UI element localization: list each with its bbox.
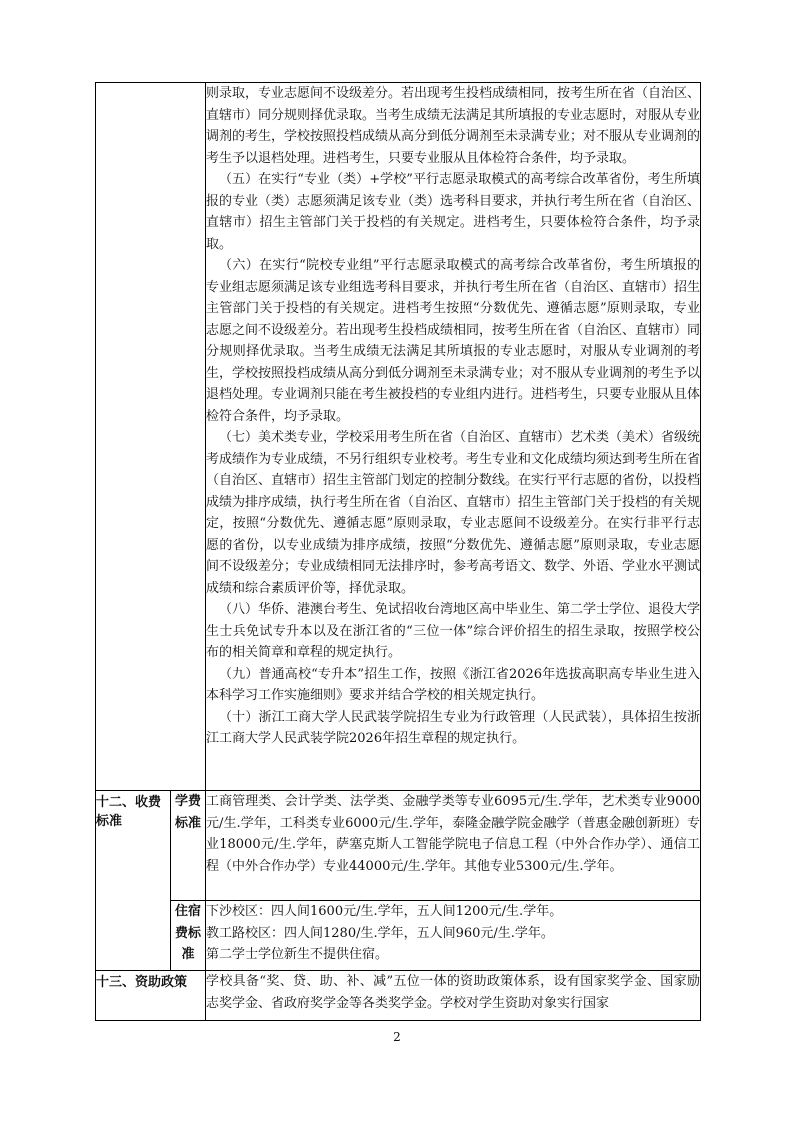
tuition-label-line: 标准 <box>174 815 201 831</box>
paragraph-6: （六）在实行“院校专业组”平行志愿录取模式的高考综合改革省份，考生所填报的专业组志愿须满足该专业组选考科目要求，并执行考生所在省（自治区、直辖市）招生主管部门关于投档的有关规定。进档考生按照“分数优先、遵循志愿”原则录取，专业志愿之间不设级差分。若出现考生投档成绩相同，按考生所在省（自治区、直辖市）同分规则择优录取。当考生成绩无法满足其所填报的专业志愿时，对服从专业调剂的考生，学校按照投档成绩从高分到低分调剂至未录满专业；对不服从专业调剂的考生予以退档处理。专业调剂只能在考生被投档的专业组内进行。进档考生，只要专业服从且体检符合条件，均予录取。 <box>206 258 701 424</box>
paragraph-9: （九）普通高校“专升本”招生工作，按照《浙江省2026年选拔高职高专毕业生进入本科学习工作实施细则》要求并结合学校的相关规定执行。 <box>206 666 700 703</box>
page-number: 2 <box>393 1030 401 1044</box>
paragraph-7: （七）美术类专业，学校采用考生所在省（自治区、直辖市）艺术类（美术）省级统考成绩作为专业成绩，不另行组织专业校考。考生专业和文化成绩均须达到考生所在省（自治区、直辖市）招生主管部门划定的控制分数线。在实行平行志愿的省份，以投档成绩为排序成绩，执行考生所在省（自治区、直辖市）招生主管部门关于投档的有关规定，按照“分数优先、遵循志愿”原则录取，专业志愿间不设级差分。在实行非平行志愿的省份，以专业成绩为排序成绩，按照“分数优先、遵循志愿”原则录取，专业志愿间不设级差分；专业成绩相同无法排序时，参考高考语文、数学、外语、学业水平测试成绩和综合素质评价等，择优录取。 <box>206 430 701 596</box>
fees-section-label: 十二、收费标准 <box>96 791 171 971</box>
tuition-label <box>171 791 206 901</box>
regulation-table <box>95 82 701 1021</box>
dorm-line: 下沙校区：四人间1600元/生.学年，五人间1200元/生.学年。 <box>206 904 563 919</box>
paragraph-10: （十）浙江工商大学人民武装学院招生专业为行政管理（人民武装），具体招生按浙江工商大学人民武装学院2026年招生章程的规定执行。 <box>206 709 700 746</box>
tuition-text: 工商管理类、会计学类、法学类、金融学类等专业6095元/生.学年，艺术类专业9000元/生.学年，工科类专业6000元/生.学年，泰隆金融学院金融学（普惠金融创新班）专业18000元/生.学年，萨塞克斯人工智能学院电子信息工程（中外合作办学）、通信工程（中外合作办学）专业44000元/生.学年。其他专业5300元/生.学年。 <box>206 794 700 874</box>
aid-text: 学校具备“奖、贷、助、补、减”五位一体的资助政策体系，设有国家奖学金、国家励志奖学金、省政府奖学金等各类奖学金。学校对学生资助对象实行国家 <box>206 974 700 1011</box>
admission-rules-row <box>96 83 701 791</box>
aid-content <box>206 971 701 1021</box>
paragraph-5: （五）在实行“专业（类）+学校”平行志愿录取模式的高考综合改革省份，考生所填报的专业（类）志愿须满足该专业（类）选考科目要求，并执行考生所在省（自治区、直辖市）招生主管部门关于投档的有关规定。进档考生，只要体检符合条件，均予录取。 <box>206 172 701 252</box>
aid-row <box>96 971 701 1021</box>
dorm-label <box>171 901 206 971</box>
tuition-content <box>206 791 701 901</box>
dorm-label-line: 费标 <box>174 925 201 941</box>
paragraph-8: （八）华侨、港澳台考生、免试招收台湾地区高中毕业生、第二学士学位、退役大学生士兵免试专升本以及在浙江省的“三位一体”综合评价招生的招生录取，按照学校公布的相关简章和章程的规定执行。 <box>206 602 701 660</box>
admission-rules-content <box>206 83 701 791</box>
dorm-line: 教工路校区：四人间1280/生.学年，五人间960元/生.学年。 <box>206 925 554 941</box>
dorm-row <box>96 901 701 971</box>
aid-section-label: 十三、资助政策 <box>96 971 206 1021</box>
dorm-content <box>206 901 701 971</box>
paragraph-continued: 则录取，专业志愿间不设级差分。若出现考生投档成绩相同，按考生所在省（自治区、直辖市）同分规则择优录取。当考生成绩无法满足其所填报的专业志愿时，对服从专业调剂的考生，学校按照投档成绩从高分到低分调剂至未录满专业；对不服从专业调剂的考生予以退档处理。进档考生，只要专业服从且体检符合条件，均予录取。 <box>206 86 701 166</box>
dorm-label-line: 准 <box>181 947 195 962</box>
empty-label-cell <box>96 83 206 791</box>
tuition-row <box>96 791 701 901</box>
dorm-line: 第二学士学位新生不提供住宿。 <box>206 947 389 962</box>
tuition-label-line: 学费 <box>174 794 201 809</box>
dorm-label-line: 住宿 <box>174 904 201 919</box>
